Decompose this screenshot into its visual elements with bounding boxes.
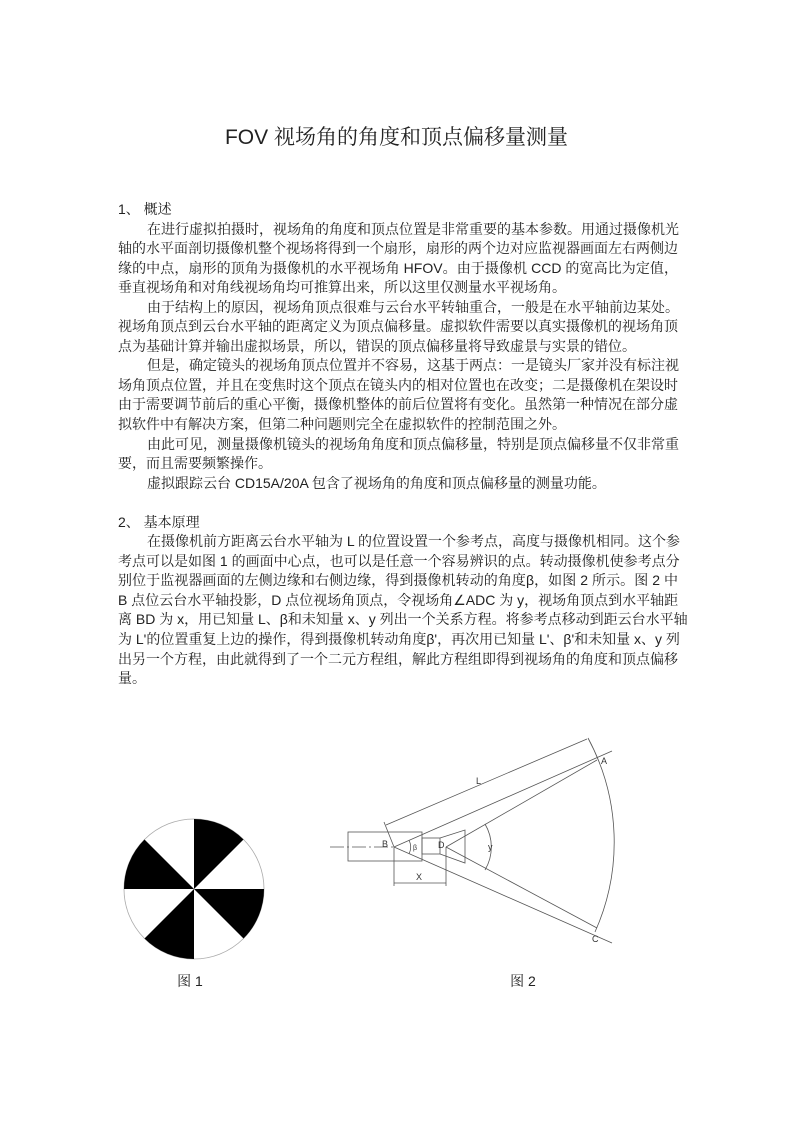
line-b-to-c — [394, 847, 612, 943]
label-d: D — [438, 840, 445, 850]
figure-2-caption: 图 2 — [510, 973, 536, 989]
paragraph-line: 量。 — [118, 670, 146, 687]
figure-1-caption: 图 1 — [177, 973, 203, 989]
label-l: L — [476, 776, 482, 786]
paragraph-line: 要，而且需要频繁操作。 — [118, 455, 272, 472]
paragraph-line: 离 BD 为 x，用已知量 L、β和未知量 x、y 列出一个关系方程。将参考点移动到距云台水平轴 — [118, 611, 688, 628]
paragraph-line: 但是，确定镜头的视场角顶点位置并不容易，这基于两点：一是镜头厂家并没有标注视 — [147, 357, 679, 374]
label-b: B — [382, 839, 389, 849]
paragraph-line: 场角顶点位置，并且在变焦时这个顶点在镜头内的相对位置也在改变；二是摄像机在架设时 — [118, 376, 678, 393]
section-heading: 2、 基本原理 — [118, 513, 200, 530]
line-d-to-a — [446, 760, 597, 847]
paragraph-line: 由此可见，测量摄像机镜头的视场角角度和顶点偏移量，特别是顶点偏移量不仅非常重 — [147, 435, 679, 452]
paragraph-line: B 点位云台水平轴投影，D 点位视场角顶点，令视场角∠ADC 为 y，视场角顶点到水平轴距 — [118, 591, 679, 608]
dimension-line-l — [386, 739, 587, 825]
label-a: A — [601, 756, 608, 766]
figure-1-target-chart — [110, 810, 290, 970]
paragraph-line: 缘的中点，扇形的顶角为摄像机的水平视场角 HFOV。由于摄像机 CCD 的宽高比为定值， — [118, 259, 678, 276]
paragraph-line: 垂直视场角和对角线视场角均可推算出来，所以这里仅测量水平视场角。 — [118, 279, 566, 296]
paragraph-line: 别位于监视器画面的左侧边缘和右侧边缘，得到摄像机转动的角度β，如图 2 所示。图 2 中 — [118, 572, 678, 589]
paragraph-line: 点为基础计算并输出虚拟场景，所以，错误的顶点偏移量将导致虚景与实景的错位。 — [118, 337, 636, 354]
line-b-to-a — [394, 751, 612, 847]
figure-2-diagram — [310, 725, 640, 965]
paragraph-line: 由于需要调节前后的重心平衡，摄像机整体的前后位置将有变化。虽然第一种情况在部分虚 — [118, 396, 678, 413]
paragraph-line: 考点可以是如图 1 的画面中心点，也可以是任意一个容易辨识的点。转动摄像机使参考点分 — [118, 552, 680, 569]
page-title: FOV 视场角的角度和顶点偏移量测量 — [224, 126, 568, 149]
paragraph-line: 视场角顶点到云台水平轴的距离定义为顶点偏移量。虚拟软件需要以真实摄像机的视场角顶 — [118, 318, 678, 335]
arc-radius-l — [588, 738, 614, 932]
label-x: X — [416, 872, 423, 882]
paragraph-line: 由于结构上的原因，视场角顶点很难与云台水平转轴重合，一般是在水平轴前边某处。 — [147, 298, 679, 315]
section-spacer — [118, 493, 678, 513]
paragraph-line: 拟软件中有解决方案，但第二种问题则完全在虚拟软件的控制范围之外。 — [118, 416, 566, 433]
document-body — [118, 200, 688, 689]
line-d-to-c — [446, 847, 597, 928]
label-beta: β — [413, 845, 418, 852]
label-y: y — [488, 842, 493, 852]
beta-angle-arc — [409, 840, 411, 854]
paragraph-line: 出另一个方程，由此就得到了一个二元方程组，解此方程组即得到视场角的角度和顶点偏移 — [118, 650, 678, 667]
paragraph-line: 在摄像机前方距离云台水平轴为 L 的位置设置一个参考点，高度与摄像机相同。这个参 — [147, 533, 681, 550]
paragraph-line: 轴的水平面剖切摄像机整个视场将得到一个扇形，扇形的两个边对应监视器画面左右两侧边 — [118, 240, 678, 257]
label-c: C — [592, 934, 599, 944]
paragraph-line: 为 L'的位置重复上边的操作，得到摄像机转动角度β'，再次用已知量 L'、β'和未知量 x、y 列 — [118, 631, 680, 648]
paragraph-line: 在进行虚拟拍摄时，视场角的角度和顶点位置是非常重要的基本参数。用通过摄像机光 — [147, 220, 679, 237]
paragraph-line: 虚拟跟踪云台 CD15A/20A 包含了视场角的角度和顶点偏移量的测量功能。 — [147, 474, 606, 491]
section-heading: 1、 概述 — [118, 201, 172, 217]
